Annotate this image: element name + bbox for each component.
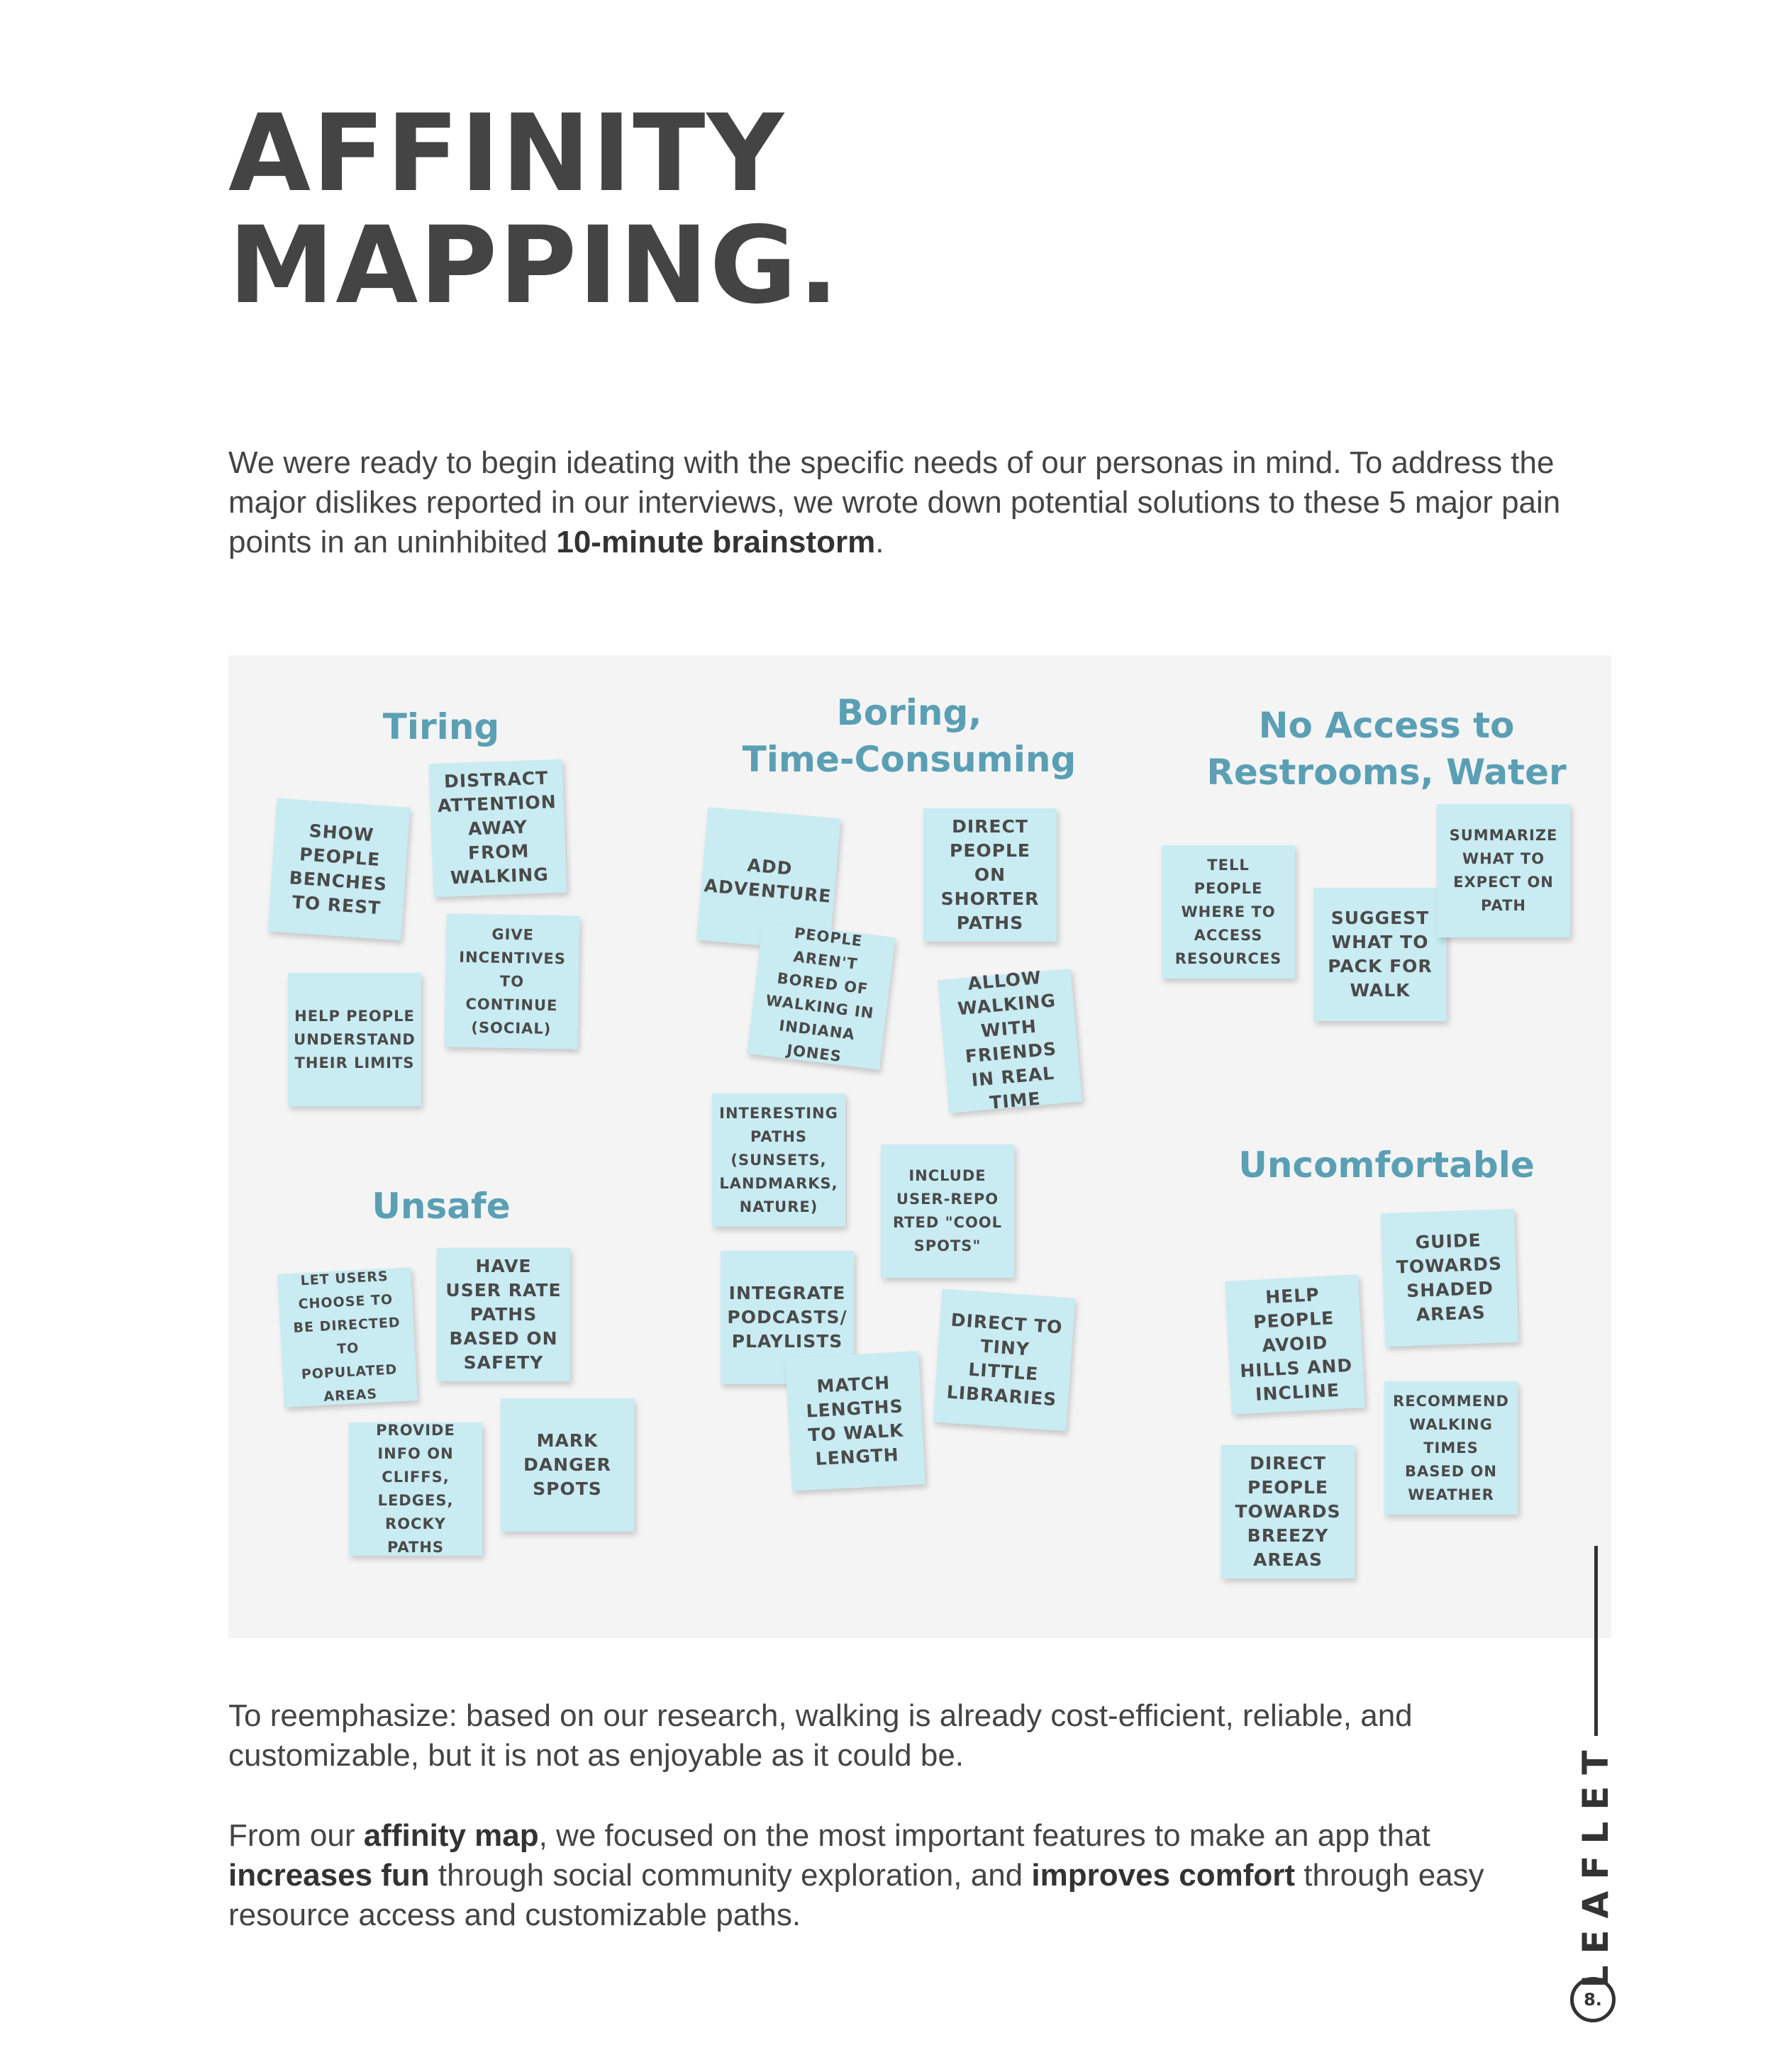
- sticky-note: [429, 759, 567, 897]
- conclusion-bold-increases-fun: increases fun: [228, 1858, 430, 1893]
- sticky-note: [1384, 1381, 1518, 1515]
- sticky-note-text: DISTRACT ATTENTION AWAY FROM WALKING: [437, 767, 557, 889]
- sticky-note: [712, 1093, 845, 1227]
- sticky-note-text: DIRECT TO TINY LITTLE LIBRARIES: [945, 1309, 1064, 1410]
- group-title-no-access-line-1: No Access to: [1258, 705, 1515, 746]
- sticky-note-text: INTERESTING PATHS (SUNSETS, LANDMARKS, NATURE): [719, 1104, 838, 1215]
- page-title-line-1: AFFINITY: [228, 92, 786, 216]
- sticky-note-text: HELP PEOPLE UNDERSTAND THEIR LIMITS: [294, 1007, 416, 1071]
- sticky-note-text: ADD ADVENTURE: [703, 854, 833, 907]
- sticky-note-text: GUIDE TOWARDS SHADED AREAS: [1396, 1230, 1503, 1325]
- sticky-note-text: MARK DANGER SPOTS: [523, 1430, 611, 1499]
- conclusion-text-3: through social community exploration, and: [429, 1858, 1032, 1893]
- sticky-note-text: DIRECT PEOPLE ON SHORTER PATHS: [940, 816, 1040, 933]
- sticky-note-text: SUMMARIZE WHAT TO EXPECT ON PATH: [1449, 827, 1558, 914]
- sticky-note-text: GIVE INCENTIVES TO CONTINUE (SOCIAL): [459, 925, 567, 1037]
- group-title-boring-line-2: Time-Consuming: [742, 739, 1077, 780]
- reemphasize-text: To reemphasize: based on our research, walking is already cost-efficient, reliable, and customizable, but it is not as enjoyable as it could be.: [228, 1698, 1413, 1773]
- sticky-note: [933, 1289, 1076, 1432]
- page-number: 8.: [1584, 1990, 1602, 2010]
- group-title-boring: [725, 689, 1094, 783]
- sticky-note-text: HAVE USER RATE PATHS BASED ON SAFETY: [445, 1256, 562, 1373]
- conclusion-text-2: , we focused on the most important features to make an app that: [538, 1818, 1430, 1853]
- sticky-note: [277, 1267, 418, 1408]
- sticky-note-text: HELP PEOPLE AVOID HILLS AND INCLINE: [1239, 1284, 1353, 1405]
- sticky-note: [881, 1144, 1014, 1278]
- sticky-note-text: INTEGRATE PODCASTS/ PLAYLISTS: [727, 1283, 847, 1352]
- conclusion-bold-improves-comfort: improves comfort: [1031, 1858, 1296, 1893]
- sticky-note-text: PEOPLE AREN'T BORED OF WALKING IN INDIANA JONES: [765, 924, 875, 1066]
- sticky-note-text: ALLOW WALKING WITH FRIENDS IN REAL TIME: [957, 967, 1058, 1113]
- sticky-note: [444, 913, 579, 1049]
- sticky-note-text: INCLUDE USER-REPO RTED "COOL SPOTS": [892, 1167, 1003, 1254]
- intro-text: We were ready to begin ideating with the specific needs of our personas in mind. To address the major dislikes reported in our interviews, we wrote down potential solutions to these 5 major pain points in an uninhibited: [228, 445, 1561, 559]
- conclusion-text-4: through easy resource access and customizable paths.: [228, 1858, 1484, 1932]
- side-divider: [1594, 1546, 1598, 1736]
- page-number-badge: [1570, 1977, 1616, 2022]
- group-title-no-access-line-2: Restrooms, Water: [1206, 752, 1567, 793]
- intro-bold-brainstorm: 10-minute brainstorm: [556, 525, 876, 559]
- sticky-note: [501, 1398, 634, 1532]
- sticky-note: [288, 973, 421, 1106]
- sticky-note-text: SUGGEST WHAT TO PACK FOR WALK: [1328, 908, 1433, 1001]
- sticky-note: [1221, 1445, 1355, 1578]
- group-title-tiring: [328, 703, 555, 750]
- sticky-note: [747, 921, 896, 1070]
- reemphasize-paragraph: [228, 1696, 1491, 1776]
- sticky-note-text: SHOW PEOPLE BENCHES TO REST: [288, 820, 388, 919]
- conclusion-paragraph: [228, 1816, 1562, 1935]
- sticky-note-text: DIRECT PEOPLE TOWARDS BREEZY AREAS: [1235, 1453, 1341, 1570]
- group-title-unsafe-text: Unsafe: [372, 1186, 511, 1227]
- page-title-line-2: MAPPING.: [228, 204, 840, 328]
- sticky-note: [1313, 888, 1447, 1021]
- sticky-note-text: TELL PEOPLE WHERE TO ACCESS RESOURCES: [1174, 856, 1282, 967]
- intro-paragraph: [228, 443, 1562, 562]
- group-title-no-access: [1184, 702, 1589, 796]
- brand-wordmark: LEAFLET: [1575, 1739, 1616, 1988]
- sticky-note: [938, 969, 1082, 1113]
- group-title-tiring-text: Tiring: [382, 706, 500, 747]
- affinity-board: [228, 655, 1611, 1638]
- intro-text-end: .: [875, 525, 884, 559]
- sticky-note: [349, 1422, 482, 1556]
- group-title-unsafe: [328, 1183, 555, 1230]
- sticky-note: [437, 1248, 570, 1381]
- group-title-uncomfortable-text: Uncomfortable: [1238, 1144, 1535, 1186]
- sticky-note-text: RECOMMEND WALKING TIMES BASED ON WEATHER: [1393, 1392, 1509, 1503]
- sticky-note: [268, 798, 411, 941]
- sticky-note: [1225, 1274, 1365, 1415]
- conclusion-text-1: From our: [228, 1818, 364, 1853]
- sticky-note-text: PROVIDE INFO ON CLIFFS, LEDGES, ROCKY PATHS: [376, 1422, 455, 1556]
- page-title: [228, 92, 840, 328]
- sticky-note: [923, 808, 1057, 942]
- sticky-note-text: MATCH LENGTHS TO WALK LENGTH: [805, 1372, 905, 1469]
- group-title-uncomfortable: [1184, 1142, 1589, 1188]
- conclusion-bold-affinity-map: affinity map: [363, 1818, 539, 1853]
- group-title-boring-line-1: Boring,: [836, 692, 982, 733]
- sticky-note: [1437, 804, 1570, 937]
- sticky-note: [1162, 845, 1295, 979]
- sticky-note-text: LET USERS CHOOSE TO BE DIRECTED TO POPULATED AREAS: [293, 1268, 401, 1405]
- sticky-note: [785, 1351, 926, 1491]
- sticky-note: [1381, 1209, 1518, 1347]
